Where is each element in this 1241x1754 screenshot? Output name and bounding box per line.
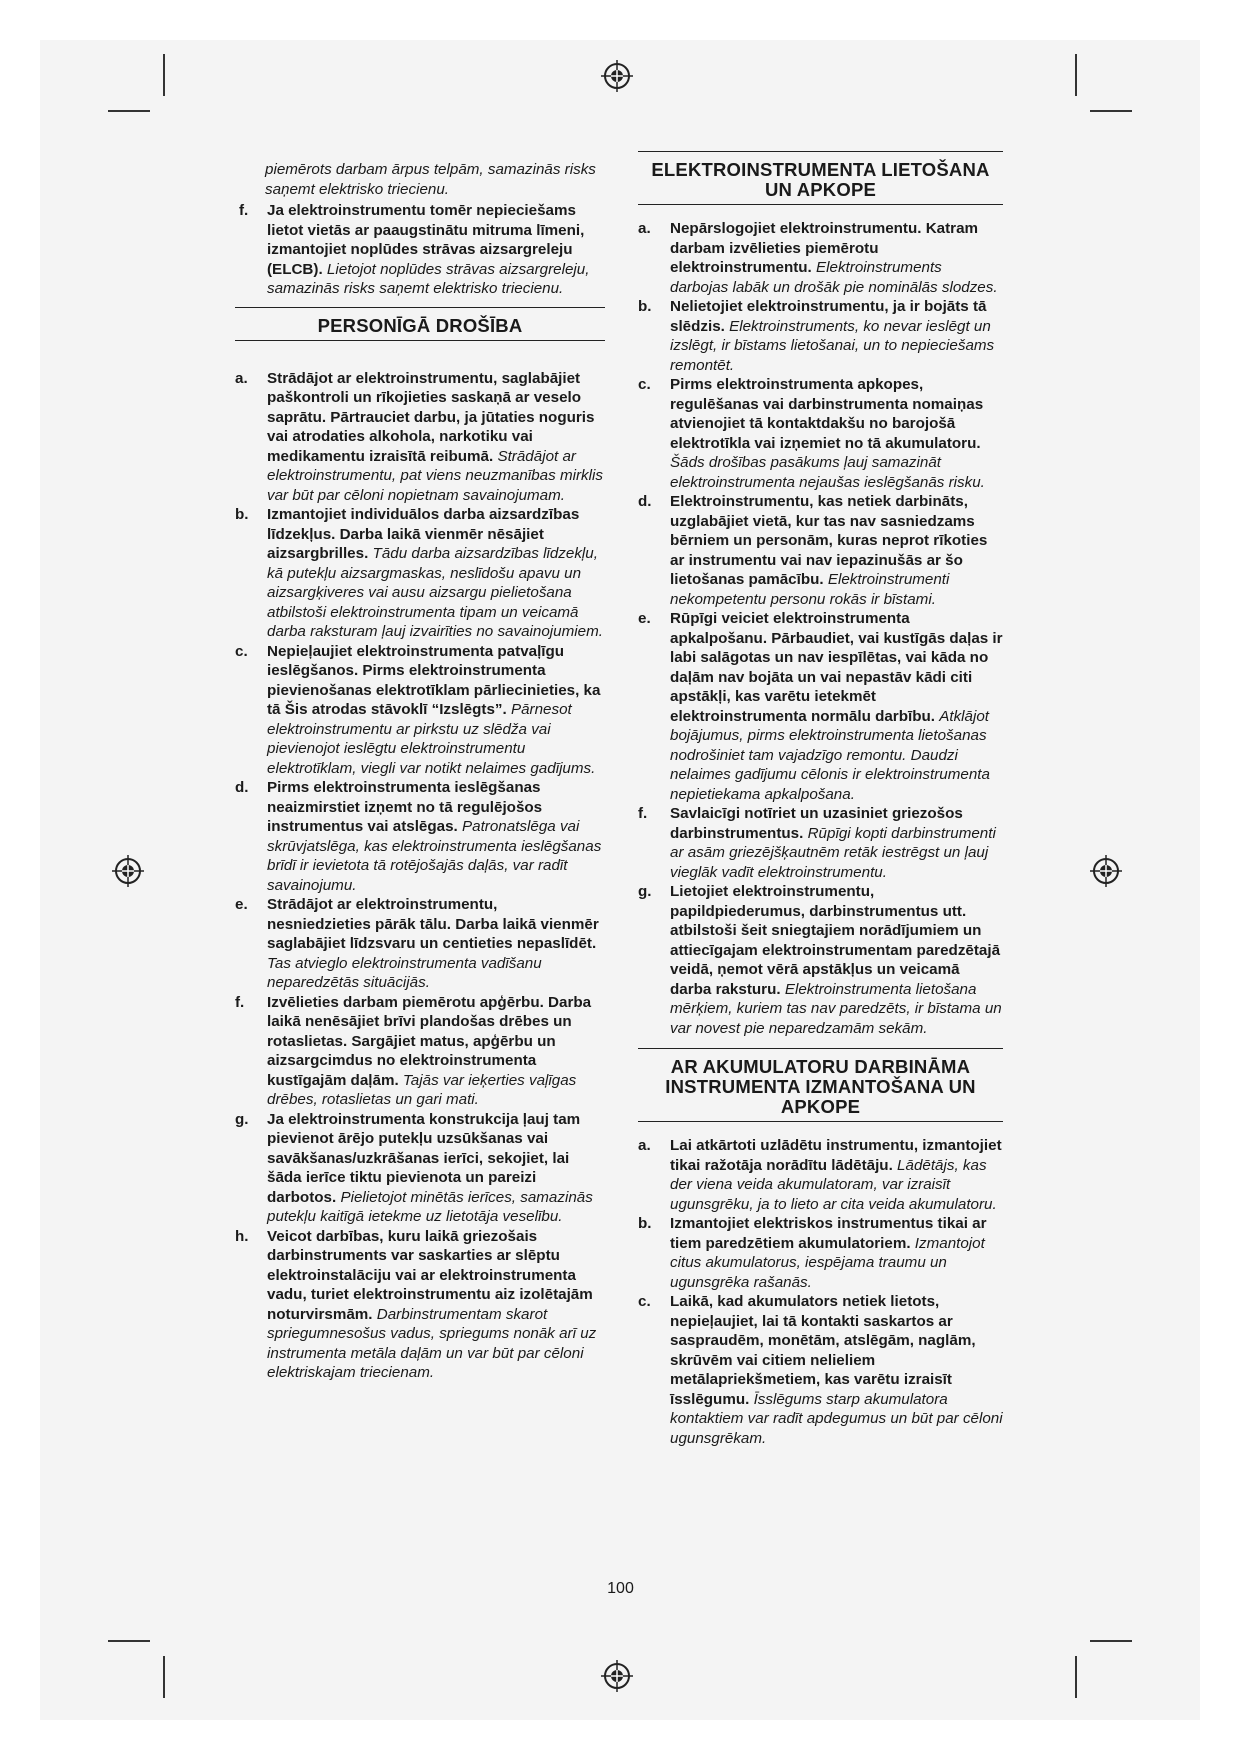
list-item-label: b. xyxy=(638,1215,652,1232)
list-item-label: d. xyxy=(638,493,652,510)
list-item-bold: Nepieļaujiet elektroinstrumenta patvaļīgu ieslēgšanos. Pirms elektroinstrumenta pievienošanas elektrotīklam pārliecinieties, ka tā Šis atrodas stāvoklī “Izslēgts”. xyxy=(267,642,601,718)
list-item-bold: Savlaicīgi notīriet un uzasiniet griezošos darbinstrumentus. xyxy=(670,805,963,842)
list-item-label: h. xyxy=(235,1227,249,1245)
list-item xyxy=(235,778,605,895)
list-item-label: f. xyxy=(638,805,648,822)
list-item-italic: Rūpīgi kopti darbinstrumenti ar asām griezējšķautnēm retāk iestrēgst un ļauj vieglāk vadīt elektroinstrumentu. xyxy=(670,824,996,881)
crop-mark-top-right-v xyxy=(1075,54,1077,96)
list-item-label: a. xyxy=(235,369,248,387)
list-item-label: a. xyxy=(638,220,651,237)
list-item-italic: Lādētājs, kas der viena veida akumulatoram, var izraisīt ugunsgrēku, ja to lieto ar cita veida akumulatoru. xyxy=(670,1156,997,1213)
crop-mark-bottom-left-h xyxy=(108,1640,150,1642)
list-item-bold: Izvēlieties darbam piemērotu apģērbu. Darba laikā nenēsājiet brīvi plandošas drēbes un rotaslietas. Sargājiet matus, apģērbu un aizsargcimdus no elektroinstrumenta kustīgajām daļām. xyxy=(267,993,592,1089)
list-item-label: b. xyxy=(235,506,249,523)
list-item-bold: Pirms elektroinstrumenta apkopes, regulēšanas vai darbinstrumenta nomaiņas atvienojiet tā kontaktdakšu no barojošā elektrotīkla vai izņemiet no tā akumulatoru. xyxy=(670,376,984,452)
list-item-italic: Šāds drošības pasākums ļauj samazināt elektroinstrumenta nejaušas ieslēgšanās risku. xyxy=(670,454,985,491)
list-item-italic: Elektroinstrumenta lietošana mērķiem, kuriem tas nav paredzēts, ir bīstama un var novest pie neparedzamām sekām. xyxy=(670,980,1002,1037)
list-item-label: c. xyxy=(638,1293,651,1310)
list-item-bold: Veicot darbības, kuru laikā griezošais darbinstruments var saskarties ar slēptu elektroinstalāciju vai ar elektroinstrumenta vadu, turiet elektroinstrumentu aiz izolētajām noturvirsmām. xyxy=(267,1227,593,1323)
crop-mark-top-right-h xyxy=(1090,110,1132,112)
list-item-label: c. xyxy=(638,376,651,393)
list-item xyxy=(638,1292,1003,1448)
list-item xyxy=(638,297,1003,375)
list-item xyxy=(638,375,1003,492)
list-item-italic: Elektroinstruments darbojas labāk un drošāk pie nominālās slodzes. xyxy=(670,259,998,296)
list-item-bold: Elektroinstrumentu, kas netiek darbināts, uzglabājiet vietā, kur tas nav sasniedzams bērniem un personām, kuras neprot rīkoties ar instrumentu vai nav iepazinušās ar šo lietošanas pamācību. xyxy=(670,493,988,588)
crop-mark-top-left-v xyxy=(163,54,165,96)
list-item-bold: Lietojiet elektroinstrumentu, papildpiederumus, darbinstrumentus utt. atbilstoši šeit sniegtajiem norādījumiem un attiecīgajam elektroinstrumentam paredzētajā veidā, ņemot vērā apstākļus un veicamā darba raksturu. xyxy=(670,883,1001,998)
list-item-label: d. xyxy=(235,779,249,796)
crop-mark-top-left-h xyxy=(108,110,150,112)
list-item xyxy=(638,882,1003,1038)
list-item xyxy=(638,219,1003,297)
list-item-bold: Ja elektroinstrumenta konstrukcija ļauj tam pievienot ārējo putekļu uzsūkšanas vai savākšanas/uzkrāšanas ierīci, sekojiet, lai šāda ierīce tiktu pievienota un pareizi darbotos. xyxy=(267,1110,581,1206)
registration-mark-bottom-icon xyxy=(601,1660,633,1692)
list-item-label: c. xyxy=(235,642,248,660)
list-item-italic: Tajās var ieķerties vaļīgas drēbes, rotaslietas un gari mati. xyxy=(267,1071,577,1108)
list-item-italic: Tādu darba aizsardzības līdzekļu, kā putekļu aizsargmaskas, neslīdošu apavu un aizsargķiveres vai ausu aizsargu pielietošana atbilstoši elektroinstrumenta tipam un veicamā darba raksturam ļauj izvairīties no savainojumiem. xyxy=(267,545,603,640)
section-title-personal-safety: PERSONĪGĀ DROŠĪBA xyxy=(235,307,605,341)
list-item-italic: Pārnesot elektroinstrumentu ar pirkstu uz slēdža vai pievienojot ieslēgtu elektroinstrumentu elektrotīklam, viegli var notikt nelaimes gadījums. xyxy=(267,701,596,777)
list-item-bold: Strādājot ar elektroinstrumentu, saglabājiet paškontroli un rīkojieties saskaņā ar veselo saprātu. Pārtrauciet darbu, ja jūtaties noguris vai atrodaties alkohola, narkotiku vai medikamentu izraisītā reibumā. xyxy=(267,369,595,465)
list-item xyxy=(235,993,605,1110)
list-item xyxy=(235,201,605,299)
crop-mark-bottom-left-v xyxy=(163,1656,165,1698)
registration-mark-right-icon xyxy=(1090,855,1122,887)
list-item-label: f. xyxy=(239,202,249,219)
list-item-bold: Rūpīgi veiciet elektroinstrumenta apkalpošanu. Pārbaudiet, vai kustīgās daļas ir labi salāgotas un nav iespīlētas, vai kāda no daļām nav bojāta un vai nepastāv kādi citi apstākļi, kas varētu ietekmēt elektroinstrumenta normālu darbību. xyxy=(670,610,1003,725)
list-item xyxy=(235,505,605,642)
list-item-italic: Atklājot bojājumus, pirms elektroinstrumenta lietošanas nodrošiniet tam vajadzīgo remontu. Daudzi nelaimes gadījumu cēlonis ir elektroinstrumenta nepietiekama apkalpošana. xyxy=(670,707,990,803)
right-column xyxy=(638,151,1003,1448)
list-item-label: g. xyxy=(235,1110,249,1128)
list-item-italic: Elektroinstrumenti nekompetentu personu rokās ir bīstami. xyxy=(670,571,950,608)
list-item-bold: Izmantojiet individuālos darba aizsardzības līdzekļus. Darba laikā vienmēr nēsājiet aizsargbrilles. xyxy=(267,506,580,562)
list-item xyxy=(235,1227,605,1383)
list-item xyxy=(638,804,1003,882)
list-item-bold: Lai atkārtoti uzlādētu instrumentu, izmantojiet tikai ražotāja norādītu lādētāju. xyxy=(670,1137,1002,1174)
list-item-bold: Ja elektroinstrumentu tomēr nepieciešams lietot vietās ar paaugstinātu mitruma līmeni, izmantojiet noplūdes strāvas aizsargreleju (ELCB). xyxy=(267,202,585,278)
list-item-label: g. xyxy=(638,883,652,900)
list-item xyxy=(638,609,1003,804)
list-item-label: a. xyxy=(638,1137,651,1154)
list-item-italic: Elektroinstruments, ko nevar ieslēgt un izslēgt, ir bīstams lietošanai, un to nepieciešams remontēt. xyxy=(670,317,995,374)
registration-mark-top-icon xyxy=(601,60,633,92)
intro-continuation: piemērots darbam ārpus telpām, samazinās risks saņemt elektrisko triecienu. xyxy=(265,161,596,198)
list-item-italic: Pielietojot minētās ierīces, samazinās putekļu kaitīgā ietekme uz lietotāja veselību. xyxy=(267,1188,593,1225)
list-item-italic: Patronatslēga vai skrūvjatslēga, kas elektroinstrumenta ieslēgšanas brīdī ir ievietota tā rotējošajās daļās, var radīt savainojumu. xyxy=(267,818,602,894)
list-item-label: e. xyxy=(235,896,248,913)
section-title-tool-use-and-care: ELEKTROINSTRUMENTA LIETOŠANA UN APKOPE xyxy=(638,151,1003,205)
crop-mark-bottom-right-h xyxy=(1090,1640,1132,1642)
list-item-label: f. xyxy=(235,993,245,1011)
list-item-italic: Tas atvieglo elektroinstrumenta vadīšanu neparedzētās situācijās. xyxy=(267,954,542,991)
list-item xyxy=(638,1136,1003,1214)
list-item xyxy=(638,1214,1003,1292)
list-item xyxy=(235,642,605,779)
list-item-italic: Strādājot ar elektroinstrumentu, pat viens neuzmanības mirklis var būt par cēloni nopietnam savainojumam. xyxy=(267,447,603,504)
left-column xyxy=(235,160,605,1383)
list-item-italic: Īsslēgums starp akumulatora kontaktiem var radīt apdegumus un būt par cēloni ugunsgrēkam. xyxy=(670,1390,1003,1447)
list-item xyxy=(638,492,1003,609)
list-item-italic: Lietojot noplūdes strāvas aizsargreleju, samazinās risks saņemt elektrisko triecienu. xyxy=(267,260,590,297)
list-item-bold: Laikā, kad akumulators netiek lietots, nepieļaujiet, lai tā kontakti saskartos ar saspraudēm, monētām, atslēgām, naglām, skrūvēm vai citiem nelieliem metālapriekšmetiem, kas varētu izraisīt īsslēgumu. xyxy=(670,1293,976,1408)
list-item xyxy=(235,1110,605,1227)
list-item xyxy=(235,895,605,993)
crop-mark-bottom-right-v xyxy=(1075,1656,1077,1698)
list-item xyxy=(235,369,605,506)
list-item-italic: Darbinstrumentam skarot spriegumnesošus vadus, spriegums nonāk arī uz instrumenta metāla daļām un var būt par cēloni elektriskajam triecienam. xyxy=(267,1305,597,1381)
list-item-bold: Nelietojiet elektroinstrumentu, ja ir bojāts tā slēdzis. xyxy=(670,298,987,335)
list-item-bold: Nepārslogojiet elektroinstrumentu. Katram darbam izvēlieties piemērotu elektroinstrumentu. xyxy=(670,220,979,276)
page-background xyxy=(40,40,1200,1720)
list-item-bold: Strādājot ar elektroinstrumentu, nesniedzieties pārāk tālu. Darba laikā vienmēr saglabājiet līdzsvaru un centieties nepaslīdēt. xyxy=(267,896,599,952)
list-item-bold: Pirms elektroinstrumenta ieslēgšanas neaizmirstiet izņemt no tā regulējošos instrumentus vai atslēgas. xyxy=(267,779,543,835)
list-item-label: e. xyxy=(638,610,651,627)
page-number: 100 xyxy=(607,1580,634,1597)
registration-mark-left-icon xyxy=(112,855,144,887)
list-item-italic: Izmantojot citus akumulatorus, iespējama traumu un ugunsgrēka rašanās. xyxy=(670,1234,985,1291)
section-title-battery-tool-use: AR AKUMULATORU DARBINĀMA INSTRUMENTA IZMANTOŠANA UN APKOPE xyxy=(638,1048,1003,1122)
list-item-bold: Izmantojiet elektriskos instrumentus tikai ar tiem paredzētiem akumulatoriem. xyxy=(670,1215,987,1252)
list-item-label: b. xyxy=(638,298,652,315)
